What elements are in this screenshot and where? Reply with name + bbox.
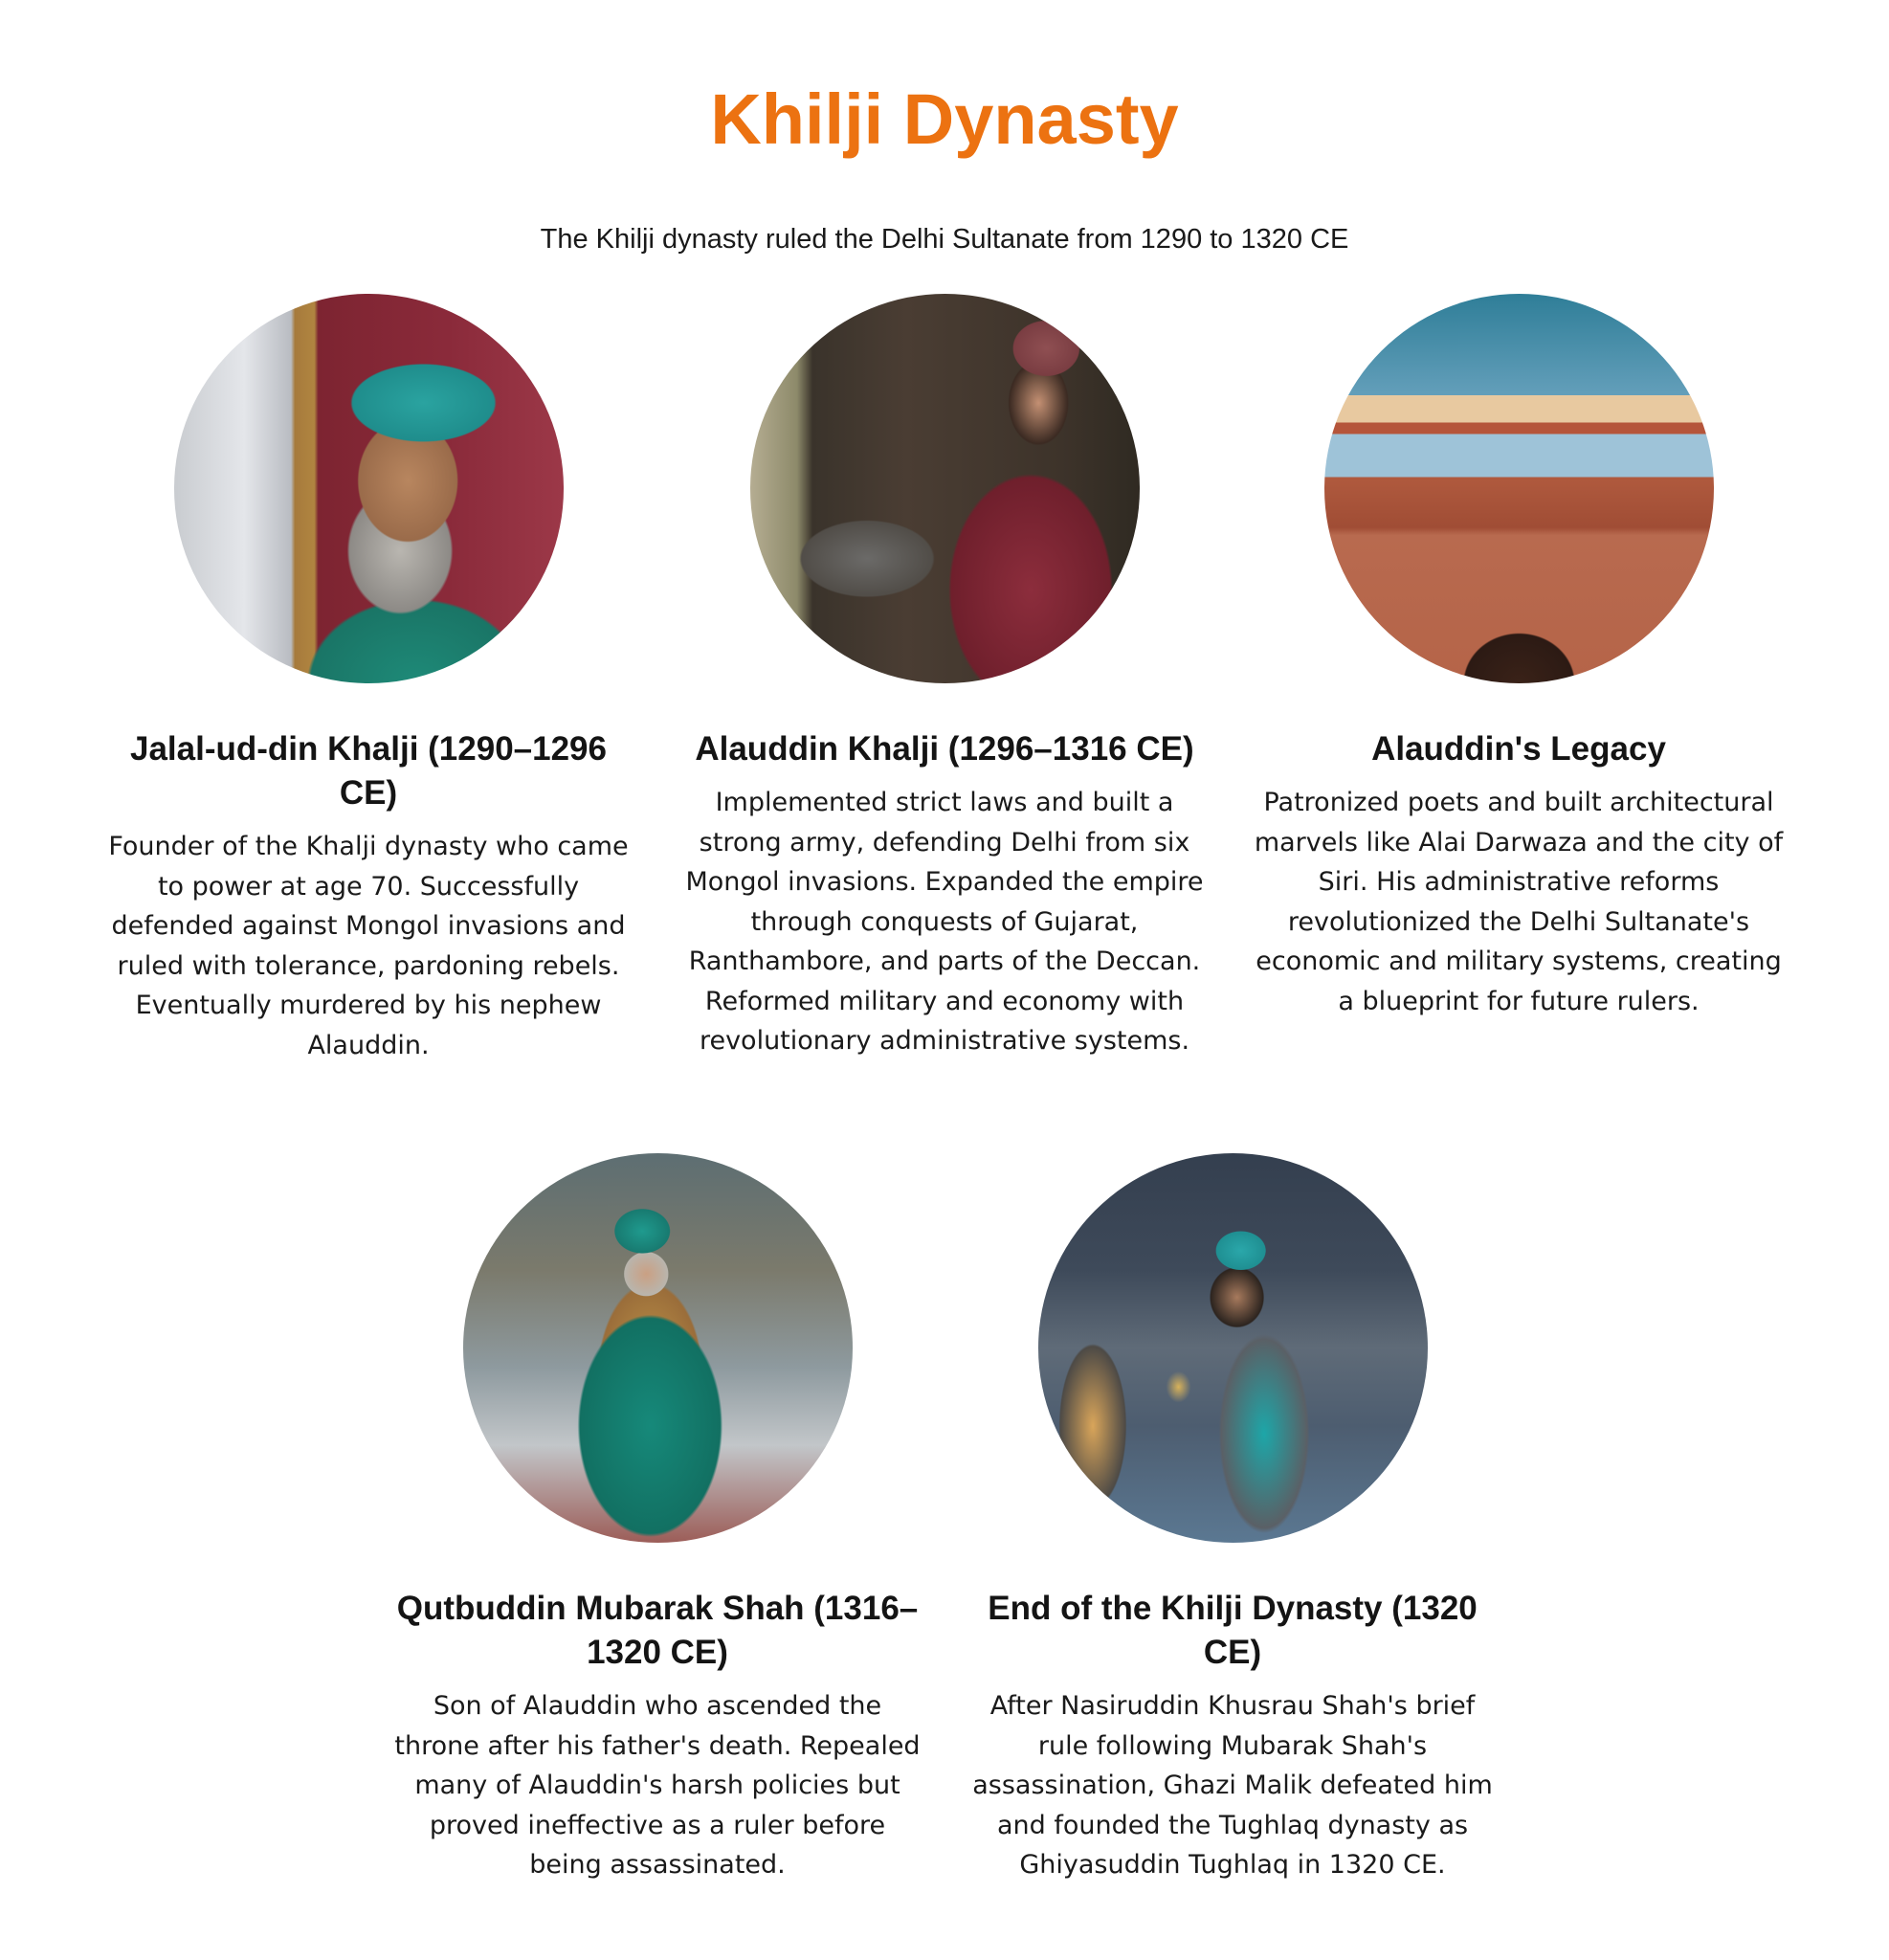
legacy-card-alauddin xyxy=(1251,294,1787,1021)
card-title: Jalal-ud-din Khalji (1290–1296 CE) xyxy=(130,730,607,812)
card-description: After Nasiruddin Khusrau Shah's brief rule following Mubarak Shah's assassination, Ghazi Malik defeated him and founded the Tughlaq dynasty as Ghiyasuddin Tughlaq in 1320 CE. xyxy=(972,1691,1493,1880)
portrait-image xyxy=(174,294,564,683)
card-description: Patronized poets and built architectural marvels like Alai Darwaza and the city of Siri. His administrative reforms revolutionized the Delhi Sultanate's economic and military systems, creating a blueprint for future rulers. xyxy=(1254,788,1784,1016)
card-description: Implemented strict laws and built a strong army, defending Delhi from six Mongol invasions. Expanded the empire through conquests of Gujarat, Ranthambore, and parts of the Deccan. Reformed military and economy with revolutionary administrative systems. xyxy=(685,788,1204,1056)
ruler-card-qutbuddin xyxy=(389,1153,925,1885)
dynasty-end-card xyxy=(965,1153,1500,1885)
ruler-card-alauddin xyxy=(677,294,1212,1061)
card-description: Founder of the Khalji dynasty who came to power at age 70. Successfully defended against Mongol invasions and ruled with tolerance, pardoning rebels. Eventually murdered by his nephew Alauddin. xyxy=(108,832,629,1060)
card-title: Alauddin Khalji (1296–1316 CE) xyxy=(695,730,1194,768)
card-title: End of the Khilji Dynasty (1320 CE) xyxy=(988,1590,1478,1671)
card-description: Son of Alauddin who ascended the throne after his father's death. Repealed many of Alauddin's harsh policies but proved ineffective as a ruler before being assassinated. xyxy=(394,1691,921,1880)
portrait-image xyxy=(463,1153,853,1543)
page-subtitle: The Khilji dynasty ruled the Delhi Sultanate from 1290 to 1320 CE xyxy=(540,224,1349,255)
portrait-image xyxy=(750,294,1140,683)
page-title: Khilji Dynasty xyxy=(710,79,1179,159)
architecture-image xyxy=(1324,294,1714,683)
card-title: Qutbuddin Mubarak Shah (1316–1320 CE) xyxy=(396,1590,919,1671)
ruler-card-jalal-ud-din xyxy=(100,294,636,1065)
scene-image xyxy=(1038,1153,1428,1543)
card-title: Alauddin's Legacy xyxy=(1371,730,1666,768)
